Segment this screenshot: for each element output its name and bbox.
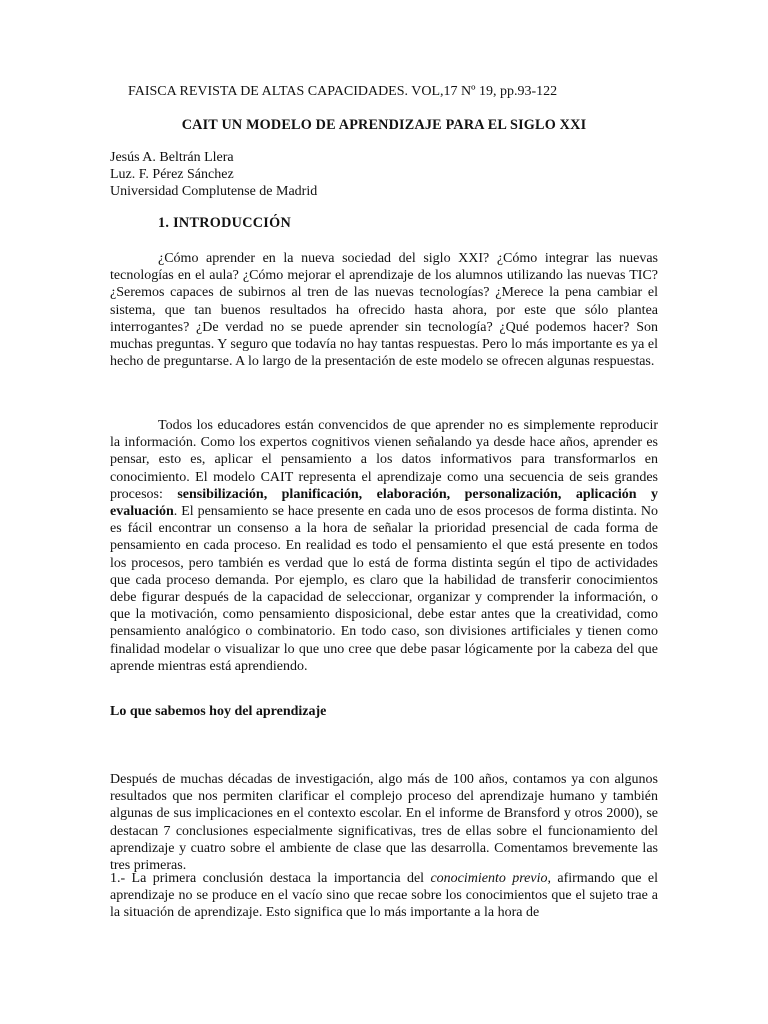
paragraph-text: Después de muchas décadas de investigación, algo más de 100 años, contamos ya con algunos resultados que nos permiten clarificar el complejo proceso del aprendizaje humano y también algunas de sus implicaciones en el contexto escolar. En el informe de Bransford y otros 2000), se destacan 7 conclusiones especialmente significativas, tres de ellas sobre el funcionamiento del aprendizaje y cuatro sobre el ambiente de clase que las desarrolla. Comentamos brevemente las tres primeras.: [110, 772, 658, 874]
paragraph-text: [110, 870, 658, 922]
author-affiliation: Universidad Complutense de Madrid: [110, 184, 318, 200]
intro-paragraph-1: [110, 250, 658, 370]
paragraph-bold-run: sensibilización, planificación, elaboración, personalización, aplicación y evaluación: [110, 486, 658, 520]
author-name: Luz. F. Pérez Sánchez: [110, 167, 234, 183]
paragraph-text-run: , afirmando que el aprendizaje no se produce en el vacío sino que recae sobre los conocimientos que el sujeto trae a la situación de aprendizaje. Esto significa que lo más importante a la hora de: [110, 871, 658, 921]
article-title: CAIT UN MODELO DE APRENDIZAJE PARA EL SIGLO XXI: [181, 117, 587, 133]
section-heading-introduccion: 1. INTRODUCCIÓN: [158, 215, 291, 231]
intro-paragraph-2: [110, 417, 658, 675]
paragraph-text-run: Todos los educadores están convencidos de que aprender no es simplemente reproducir la información. Como los expertos cognitivos vienen señalando ya desde hace años, aprender es pensar, esto es, aplicar el pensamiento a los datos informativos para transformarlos en conocimiento. El modelo CAIT representa el aprendizaje como una secuencia de seis grandes procesos:: [110, 418, 658, 502]
author-block: [110, 149, 658, 201]
author-name: Jesús A. Beltrán Llera: [110, 150, 234, 165]
aprendizaje-paragraph-2: [110, 870, 658, 922]
journal-citation: FAISCA REVISTA DE ALTAS CAPACIDADES. VOL,17 Nº 19, pp.93-122: [128, 84, 558, 99]
paragraph-italic-run: conocimiento previo: [430, 871, 548, 886]
section-heading-aprendizaje: Lo que sabemos hoy del aprendizaje: [110, 704, 327, 719]
aprendizaje-paragraph-1: [110, 771, 658, 874]
paragraph-text-run: . El pensamiento se hace presente en cada uno de esos procesos de forma distinta. No es fácil encontrar un consenso a la hora de señalar la prioridad presencial de cada forma de pensamiento en cada proceso. En realidad es todo el pensamiento el que está presente en todos los procesos, pero también es verdad que lo está de forma distinta según el tipo de actividades que cada proceso demanda. Por ejemplo, es claro que la habilidad de transferir conocimientos debe figurar después de la capacidad de seleccionar, organizar y comprender la información, o que la motivación, como pensamiento disposicional, debe estar antes que la creatividad, como pensamiento analógico o combinatorio. En todo caso, son divisiones artificiales y tienen como finalidad modelar o visualizar lo que uno cree que debe pasar lógicamente por la cabeza del que aprende mientras está aprendiendo.: [110, 504, 658, 674]
paragraph-text: [110, 417, 658, 675]
paragraph-text: ¿Cómo aprender en la nueva sociedad del siglo XXI? ¿Cómo integrar las nuevas tecnologías en el aula? ¿Cómo mejorar el aprendizaje de los alumnos utilizando las nuevas TIC? ¿Seremos capaces de subirnos al tren de las nuevas tecnologías? ¿Merece la pena cambiar el sistema, que tan buenos resultados ha ofrecido hasta ahora, por este que sólo plantea interrogantes? ¿De verdad no se puede aprender sin tecnología? ¿Qué podemos hacer? Son muchas preguntas. Y seguro que todavía no hay tantas respuestas. Pero lo más importante es ya el hecho de preguntarse. A lo largo de la presentación de este modelo se ofrecen algunas respuestas.: [110, 251, 658, 370]
paragraph-text-run: 1.- La primera conclusión destaca la importancia del: [110, 871, 431, 886]
